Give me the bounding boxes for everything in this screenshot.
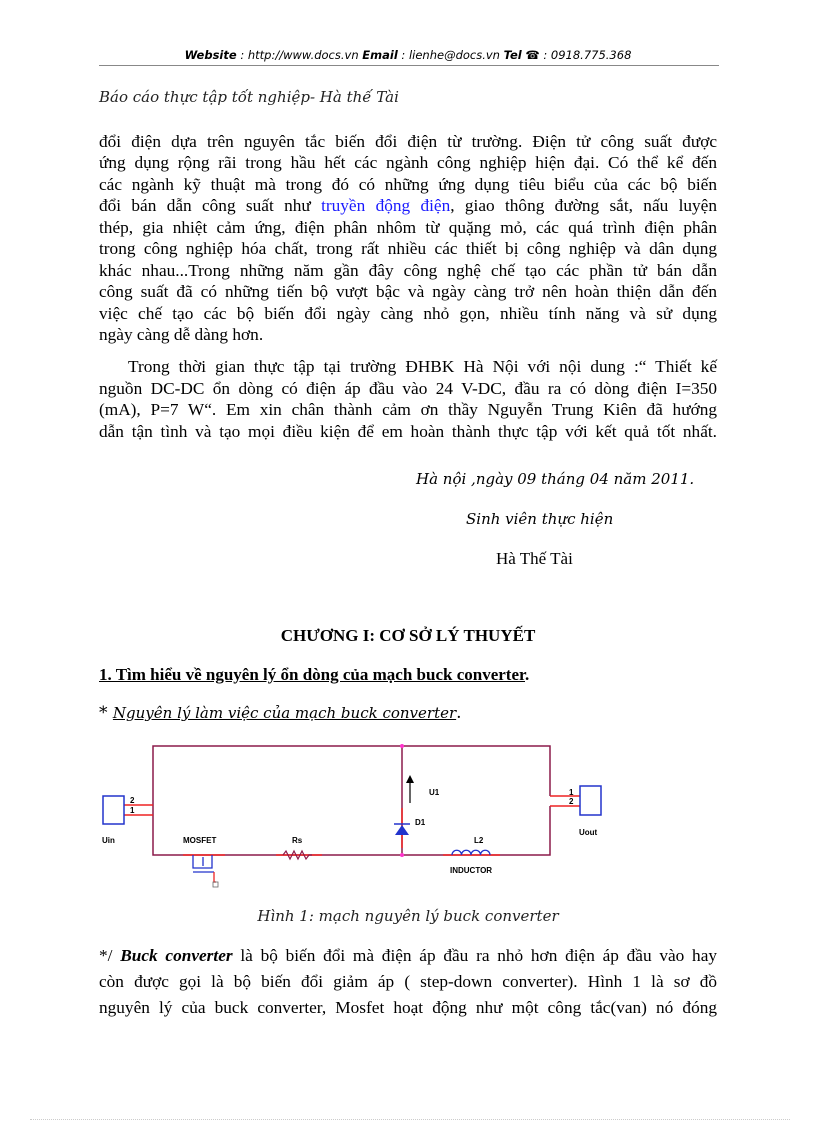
mosfet-symbol (193, 855, 218, 887)
pin-label: 2 (569, 797, 574, 806)
label-uout: Uout (579, 828, 598, 837)
email-address: : lienhe@docs.vn (397, 48, 504, 62)
label-inductor: INDUCTOR (450, 866, 493, 875)
uout-connector (580, 786, 601, 815)
text-segment: */ (99, 946, 121, 965)
website-url: : http://www.docs.vn (236, 48, 363, 62)
label-uin: Uin (102, 836, 115, 845)
pin-label: 2 (130, 796, 135, 805)
tel-label: Tel (503, 48, 522, 62)
text-line (99, 945, 717, 967)
text-line: dẫn tận tình và tạo mọi điều kiện để em hoàn thành thực tập với kết quả tốt nhất. (99, 422, 717, 441)
pin-label: 1 (130, 806, 135, 815)
figure-caption: Hình 1: mạch nguyên lý buck converter (257, 907, 559, 925)
text-line: ứng dụng rộng rãi trong hầu hết các ngành công nghiệp hiện đại. Có thể kể đến (99, 153, 717, 172)
chapter-title: CHƯƠNG I: CƠ SỞ LÝ THUYẾT (280, 626, 536, 645)
label-u1: U1 (429, 788, 440, 797)
text-line: nguồn DC-DC ổn dòng có điện áp đầu vào 24 V-DC, đầu ra có dòng điện I=350 (99, 379, 717, 398)
text-line: đổi điện dựa trên nguyên tắc biến đổi điện từ trường. Điện tử công suất được (99, 132, 717, 151)
leads (124, 796, 580, 855)
label-rs: Rs (292, 836, 303, 845)
u1-arrow-icon (406, 775, 414, 803)
link-truyen-dong-dien[interactable]: truyền động điện (321, 196, 451, 215)
text-line: (mA), P=7 W“. Em xin chân thành cảm ơn thầy Nguyễn Trung Kiên đã hướng (99, 400, 717, 419)
junction (400, 853, 404, 857)
diode-d1 (394, 824, 410, 835)
website-label: Website (184, 48, 237, 62)
pin-label: 1 (569, 788, 574, 797)
text-line: nguyên lý của buck converter, Mosfet hoạt động như một công tắc(van) nó đóng (99, 998, 717, 1017)
text-segment: là bộ biến đổi mà điện áp đầu ra nhỏ hơn điện áp đầu vào hay (232, 946, 718, 965)
label-d1: D1 (415, 818, 426, 827)
subsection-text: Nguyên lý làm việc của mạch buck converter (112, 704, 457, 722)
text-line: khác nhau...Trong những năm gần đây công nghệ chế tạo các phần tử bán dẫn (99, 261, 717, 280)
junction (400, 744, 404, 748)
tel-number: : 0918.775.368 (539, 48, 632, 62)
text-line: thép, gia nhiệt cảm ứng, điện phân nhôm từ quặng mỏ, các quá trình điện phân (99, 218, 717, 237)
text-segment: đổi bán dẫn công suất như (99, 196, 322, 215)
text-line: còn được gọi là bộ biến đổi giảm áp ( step-down converter). Hình 1 là sơ đồ (99, 972, 717, 991)
text-line: các ngành kỹ thuật mà trong đó có những ứng dụng tiêu biểu của các bộ biến (99, 175, 717, 194)
text-line: Trong thời gian thực tập tại trường ĐHBK Hà Nội với nội dung :“ Thiết kế (128, 357, 717, 376)
section-title-end: . (525, 665, 530, 684)
signature-role: Sinh viên thực hiện (466, 510, 614, 528)
bullet: * (99, 703, 113, 723)
signature-date: Hà nội ,ngày 09 tháng 04 năm 2011. (416, 470, 695, 488)
text-line: công suất đã có những tiến bộ vượt bậc và ngày càng trở nên hoàn thiện dẫn đến (99, 282, 717, 301)
subsection-end: . (456, 703, 462, 723)
uin-connector (103, 796, 124, 824)
running-head: Báo cáo thực tập tốt nghiệp- Hà thế Tài (99, 88, 399, 106)
phone-icon: ☎ (525, 48, 540, 62)
email-label: Email (362, 48, 398, 62)
label-mosfet: MOSFET (183, 836, 217, 845)
signature-name: Hà Thế Tài (496, 549, 573, 568)
label-l2: L2 (474, 836, 484, 845)
text-line: ngày càng dễ dàng hơn. (99, 325, 264, 344)
page-bottom-rule (30, 1119, 790, 1120)
text-segment: , giao thông đường sắt, nấu luyện (450, 196, 717, 215)
text-line: trong công nghiệp hóa chất, trong rất nhiều các thiết bị công nghiệp và dân dụng (99, 239, 717, 258)
bold-term: Buck converter (120, 946, 233, 965)
text-line: việc chế tạo các bộ biến đổi ngày càng nhỏ gọn, nhiều tính năng và sử dụng (99, 304, 717, 323)
section-title-text: 1. Tìm hiểu về nguyên lý ổn dòng của mạch buck converter (99, 665, 525, 684)
